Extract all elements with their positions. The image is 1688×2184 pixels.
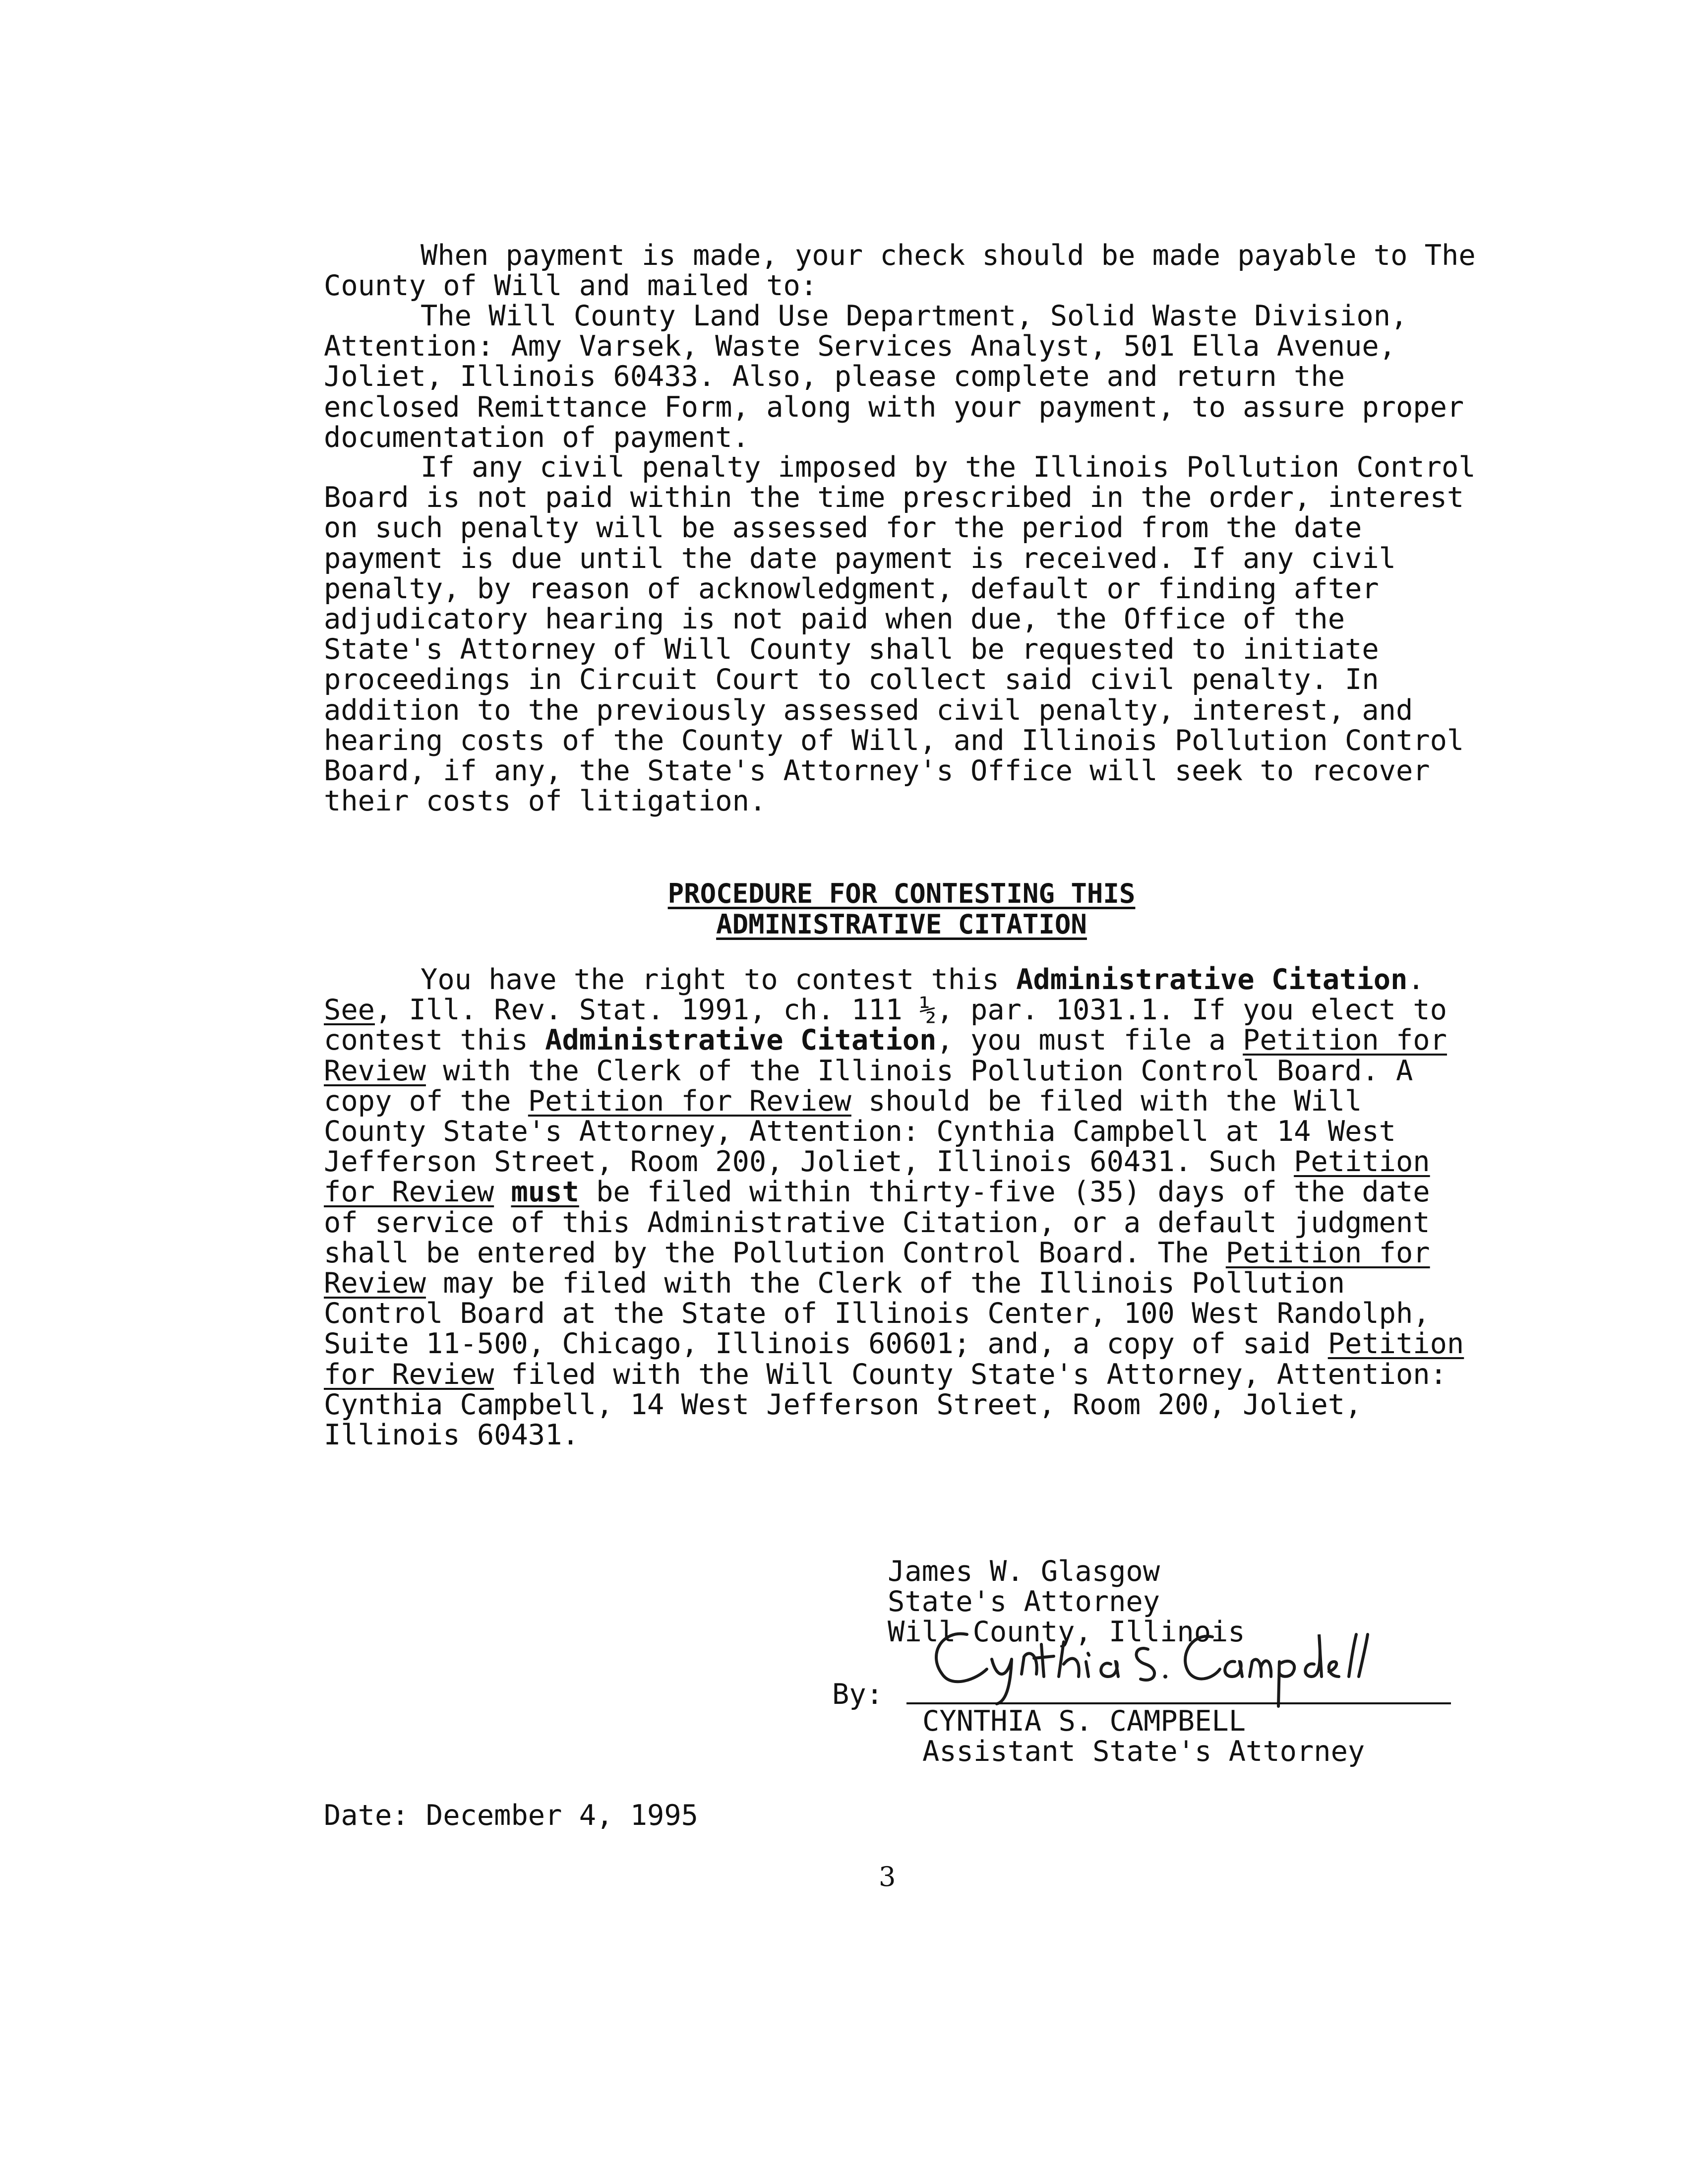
underlined-term: See bbox=[324, 994, 375, 1027]
procedure-heading-line-2: ADMINISTRATIVE CITATION bbox=[716, 909, 1087, 940]
signature-line bbox=[906, 1702, 1451, 1704]
date-line: Date: December 4, 1995 bbox=[324, 1799, 698, 1832]
text-segment: may be filed with the Clerk of the Illinois Pollution Control Board at the State of Illinois Center, 100 West Randolph, Suite 11-500, Chicago, Illinois 60601; and, a copy of said bbox=[324, 1267, 1430, 1361]
text-segment: with the Clerk of the Illinois Pollution Control Board. A copy of the bbox=[324, 1054, 1413, 1118]
remittance-address-paragraph: The Will County Land Use Department, Solid Waste Division, Attention: Amy Varsek, Waste Services Analyst, 501 Ella Avenue, Joliet, Illinois 60433. Also, please complete and return the enclosed Remittance Form, along with your payment, to assure proper documentation of payment. bbox=[324, 300, 1464, 454]
attorney-county: Will County, Illinois bbox=[888, 1616, 1245, 1648]
signer-title: Assistant State's Attorney bbox=[922, 1735, 1365, 1768]
bold-term: Administrative Citation bbox=[1016, 963, 1408, 996]
text-segment: . bbox=[1407, 963, 1425, 996]
underlined-term: Petition for Review bbox=[528, 1084, 851, 1118]
underlined-term: Petition for Review bbox=[324, 1145, 1430, 1209]
contest-procedure-paragraph bbox=[324, 965, 1479, 1450]
underlined-term: Petition for Review bbox=[324, 1327, 1464, 1391]
signer-name: CYNTHIA S. CAMPBELL bbox=[922, 1705, 1246, 1738]
bold-term: Administrative Citation bbox=[545, 1024, 937, 1057]
by-label: By: bbox=[832, 1678, 883, 1711]
signer-block bbox=[922, 1706, 1365, 1767]
underlined-term: Petition for Review bbox=[324, 1024, 1447, 1087]
text-segment: should be filed with the Will County State's Attorney, Attention: Cynthia Campbell at 14 West Jefferson Street, Room 200, Joliet, Illinois 60431. Such bbox=[324, 1084, 1396, 1179]
page-number: 3 bbox=[879, 1861, 896, 1892]
text-segment bbox=[494, 1176, 511, 1208]
attorney-title: State's Attorney bbox=[888, 1585, 1160, 1618]
text-segment: filed with the Will County State's Attorney, Attention: Cynthia Campbell, 14 West Jefferson Street, Room 200, Joliet, Illinois 60431. bbox=[324, 1358, 1447, 1452]
emphasized-term: must bbox=[511, 1176, 579, 1209]
underlined-term: Petition for Review bbox=[324, 1236, 1430, 1300]
text-segment: , you must file a bbox=[936, 1024, 1243, 1057]
attorney-name: James W. Glasgow bbox=[888, 1555, 1160, 1588]
text-segment: be filed within thirty-five (35) days of the date of service of this Administrative Citation, or a default judgment shall be entered by the Pollution Control Board. The bbox=[324, 1176, 1430, 1269]
civil-penalty-paragraph: If any civil penalty imposed by the Illinois Pollution Control Board is not paid within the time prescribed in the order, interest on such penalty will be assessed for the period from the date payment is due until the date payment is received. If any civil penalty, by reason of acknowledgment, default or finding after adjudicatory hearing is not paid when due, the Office of the State's Attorney of Will County shall be requested to initiate proceedings in Circuit Court to collect said civil penalty. In addition to the previously assessed civil penalty, interest, and hearing costs of the County of Will, and Illinois Pollution Control Board, if any, the State's Attorney's Office will seek to recover their costs of litigation. bbox=[324, 451, 1476, 818]
payment-instructions-paragraph: When payment is made, your check should be made payable to The County of Will and mailed to: bbox=[324, 239, 1476, 303]
handwritten-signature bbox=[922, 1615, 1398, 1709]
procedure-heading-line-1: PROCEDURE FOR CONTESTING THIS bbox=[667, 878, 1136, 909]
text-segment: You have the right to contest this bbox=[421, 963, 1017, 996]
text-segment: , Ill. Rev. Stat. 1991, ch. 111 ½, par. 1031.1. If you elect to contest this bbox=[324, 994, 1447, 1057]
